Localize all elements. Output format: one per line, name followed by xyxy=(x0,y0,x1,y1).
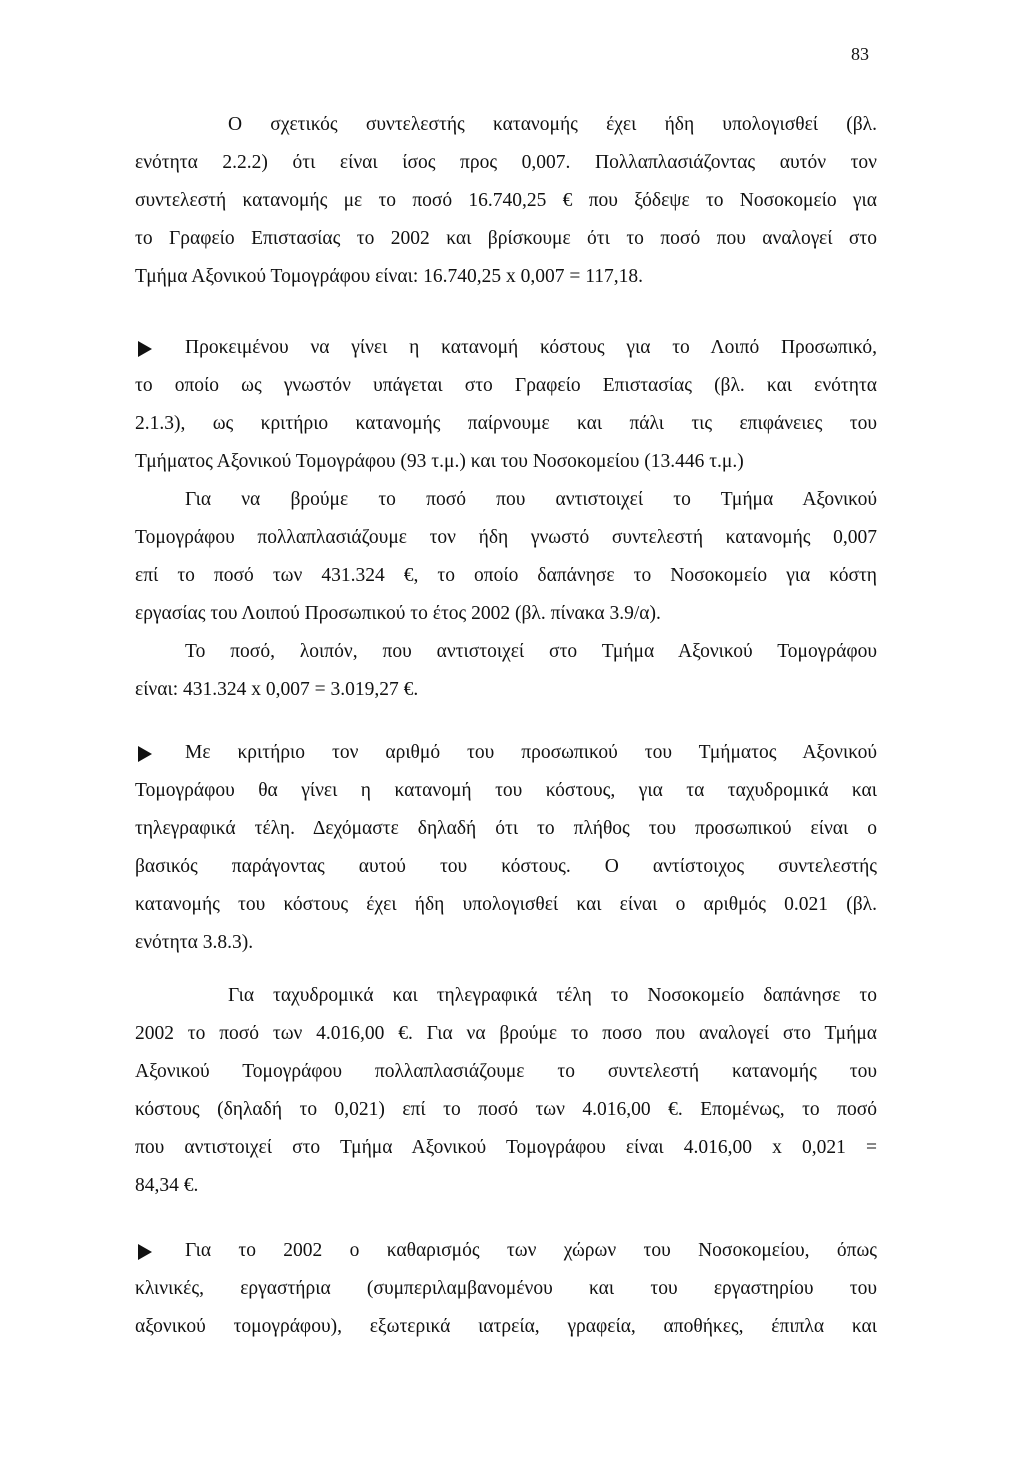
bullet-arrow-icon xyxy=(138,1244,152,1260)
text-line: Το ποσό, λοιπόν, που αντιστοιχεί στο Τμήμα Αξονικού Τομογράφου xyxy=(185,641,877,662)
text-line: εργασίας του Λοιπού Προσωπικού το έτος 2002 (βλ. πίνακα 3.9/α). xyxy=(135,603,661,624)
text-line: ενότητα 3.8.3). xyxy=(135,932,254,953)
page-number: 83 xyxy=(851,44,869,64)
text-line: κατανομής του κόστους έχει ήδη υπολογισθεί και είναι ο αριθμός 0.021 (βλ. xyxy=(135,894,877,915)
text-line: Τομογράφου θα γίνει η κατανομή του κόστους, για τα ταχυδρομικά και xyxy=(135,780,877,801)
bullet-arrow-icon xyxy=(138,341,152,357)
text-line: 84,34 €. xyxy=(135,1175,199,1196)
text-line: 2002 το ποσό των 4.016,00 €. Για να βρούμε το ποσο που αναλογεί στο Τμήμα xyxy=(135,1023,877,1044)
text-line: Αξονικού Τομογράφου πολλαπλασιάζουμε το συντελεστή κατανομής του xyxy=(135,1061,877,1082)
bullet-line xyxy=(185,333,877,363)
text-line: Με κριτήριο τον αριθμό του προσωπικού του Τμήματος Αξονικού xyxy=(185,742,877,763)
text-line: κόστους (δηλαδή το 0,021) επί το ποσό των 4.016,00 €. Επομένως, το ποσό xyxy=(135,1099,877,1120)
bullet-line xyxy=(185,738,877,768)
text-line: κλινικές, εργαστήρια (συμπεριλαμβανομένου και του εργαστηρίου του xyxy=(135,1278,877,1299)
text-line: τηλεγραφικά τέλη. Δεχόμαστε δηλαδή ότι το πλήθος του προσωπικού είναι ο xyxy=(135,818,877,839)
text-line: το οποίο ως γνωστόν υπάγεται στο Γραφείο Επιστασίας (βλ. και ενότητα xyxy=(135,375,877,396)
text-line: επί το ποσό των 431.324 €, το οποίο δαπάνησε το Νοσοκομείο για κόστη xyxy=(135,565,877,586)
text-line: Για το 2002 ο καθαρισμός των χώρων του Νοσοκομείου, όπως xyxy=(185,1240,877,1261)
text-line: 2.1.3), ως κριτήριο κατανομής παίρνουμε και πάλι τις επιφάνειες του xyxy=(135,413,877,434)
text-line: Τμήματος Αξονικού Τομογράφου (93 τ.μ.) και του Νοσοκομείου (13.446 τ.μ.) xyxy=(135,451,744,472)
text-line: Ο σχετικός συντελεστής κατανομής έχει ήδη υπολογισθεί (βλ. xyxy=(228,114,877,135)
text-line: αξονικού τομογράφου), εξωτερικά ιατρεία, γραφεία, αποθήκες, έπιπλα και xyxy=(135,1316,877,1337)
text-line: Για ταχυδρομικά και τηλεγραφικά τέλη το Νοσοκομείο δαπάνησε το xyxy=(228,985,877,1006)
text-line: που αντιστοιχεί στο Τμήμα Αξονικού Τομογράφου είναι 4.016,00 x 0,021 = xyxy=(135,1137,877,1158)
text-line: Για να βρούμε το ποσό που αντιστοιχεί το Τμήμα Αξονικού xyxy=(185,489,877,510)
text-line: είναι: 431.324 x 0,007 = 3.019,27 €. xyxy=(135,679,419,700)
text-line: Τομογράφου πολλαπλασιάζουμε τον ήδη γνωστό συντελεστή κατανομής 0,007 xyxy=(135,527,877,548)
text-line: βασικός παράγοντας αυτού του κόστους. Ο αντίστοιχος συντελεστής xyxy=(135,856,877,877)
text-line: Τμήμα Αξονικού Τομογράφου είναι: 16.740,25 x 0,007 = 117,18. xyxy=(135,266,644,287)
text-line: συντελεστή κατανομής με το ποσό 16.740,25 € που ξόδεψε το Νοσοκομείο για xyxy=(135,190,877,211)
bullet-arrow-icon xyxy=(138,746,152,762)
bullet-line xyxy=(185,1236,877,1266)
text-line: το Γραφείο Επιστασίας το 2002 και βρίσκουμε ότι το ποσό που αναλογεί στο xyxy=(135,228,877,249)
text-line: Προκειμένου να γίνει η κατανομή κόστους για το Λοιπό Προσωπικό, xyxy=(185,337,877,358)
text-line: ενότητα 2.2.2) ότι είναι ίσος προς 0,007. Πολλαπλασιάζοντας αυτόν τον xyxy=(135,152,877,173)
